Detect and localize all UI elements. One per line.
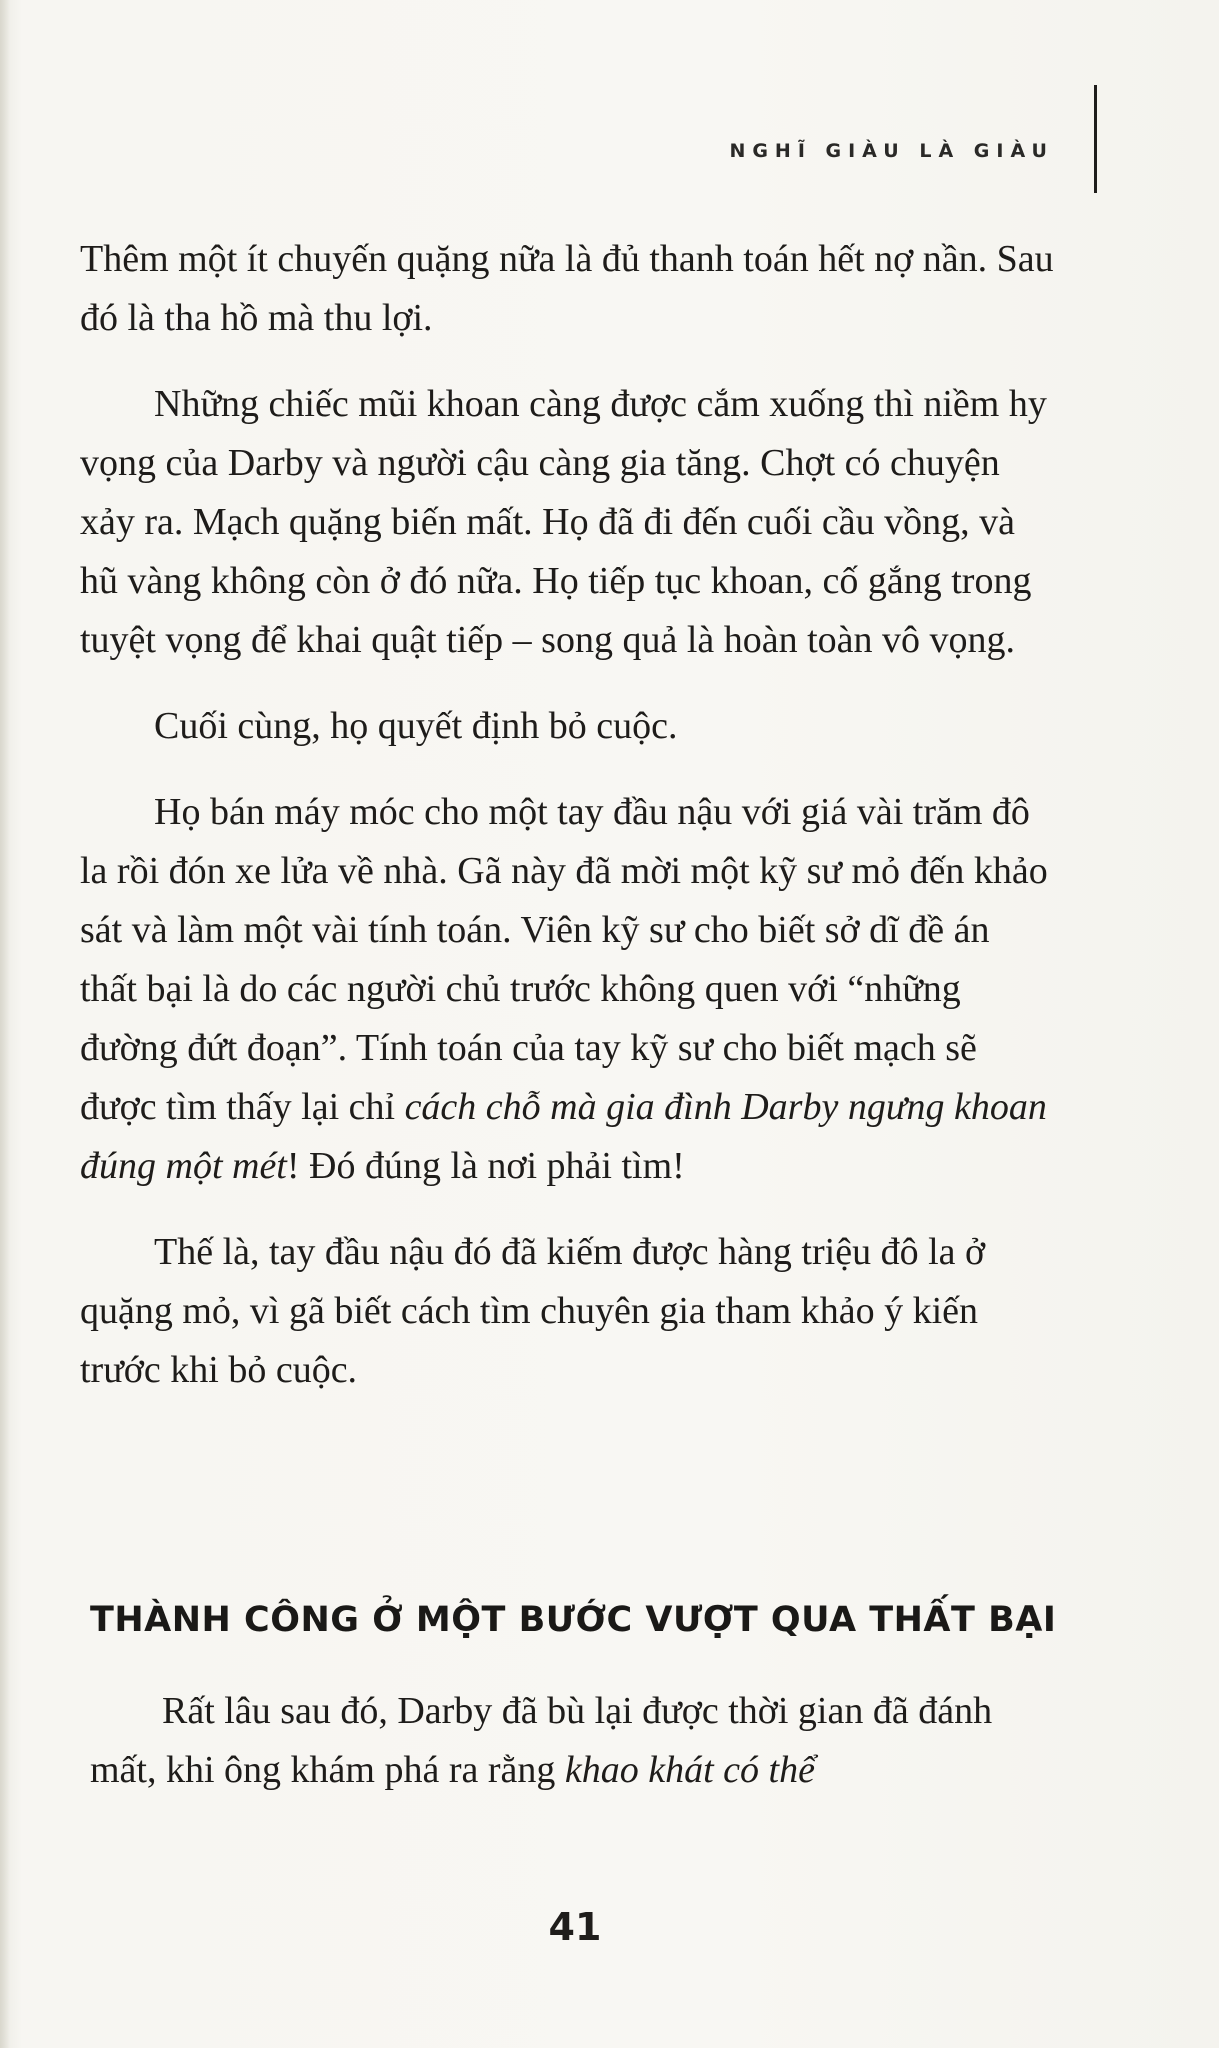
paragraph-4-end: ! Đó đúng là nơi phải tìm! — [286, 1145, 685, 1187]
paragraph-5: Thế là, tay đầu nậu đó đã kiếm được hàng triệu đô la ở quặng mỏ, vì gã biết cách tìm chuyên gia tham khảo ý kiến trước khi bỏ cuộc. — [80, 1231, 986, 1391]
section-heading: THÀNH CÔNG Ở MỘT BƯỚC VƯỢT QUA THẤT BẠI — [90, 1600, 1057, 1640]
paragraph-4-italic: cách chỗ mà gia đình Darby ngưng khoan đúng một mét — [80, 1086, 1047, 1187]
spine-shadow — [0, 0, 10, 2048]
paragraph-2: Những chiếc mũi khoan càng được cắm xuống thì niềm hy vọng của Darby và người cậu càng gia tăng. Chợt có chuyện xảy ra. Mạch quặng biến mất. Họ đã đi đến cuối cầu vồng, và hũ vàng không còn ở đó nữa. Họ tiếp tục khoan, cố gắng trong tuyệt vọng để khai quật tiếp – song quả là hoàn toàn vô vọng. — [80, 383, 1047, 661]
running-head: NGHĨ GIÀU LÀ GIÀU — [729, 140, 1054, 162]
paragraph-1: Thêm một ít chuyến quặng nữa là đủ thanh toán hết nợ nần. Sau đó là tha hồ mà thu lợi. — [80, 238, 1054, 339]
section-paragraph-italic: khao khát có thể — [564, 1749, 815, 1791]
page-number: 41 — [548, 1905, 602, 1949]
paragraph-3: Cuối cùng, họ quyết định bỏ cuộc. — [154, 705, 678, 747]
section-paragraph — [90, 1682, 1058, 1800]
paragraph-4-start: Họ bán máy móc cho một tay đầu nậu với giá vài trăm đô la rồi đón xe lửa về nhà. Gã này đã mời một kỹ sư mỏ đến khảo sát và làm một vài tính toán. Viên kỹ sư cho biết sở dĩ đề án thất bại là do các người chủ trước không quen với “những đường đứt đoạn”. Tính toán của tay kỹ sư cho biết mạch sẽ được tìm thấy lại chỉ — [80, 791, 1048, 1128]
running-head-rule — [1094, 85, 1097, 193]
section-paragraph-start: Rất lâu sau đó, Darby đã bù lại được thời gian đã đánh mất, khi ông khám phá ra rằng — [90, 1690, 993, 1791]
body-text — [80, 230, 1055, 1427]
paragraph-4 — [80, 783, 1055, 1196]
